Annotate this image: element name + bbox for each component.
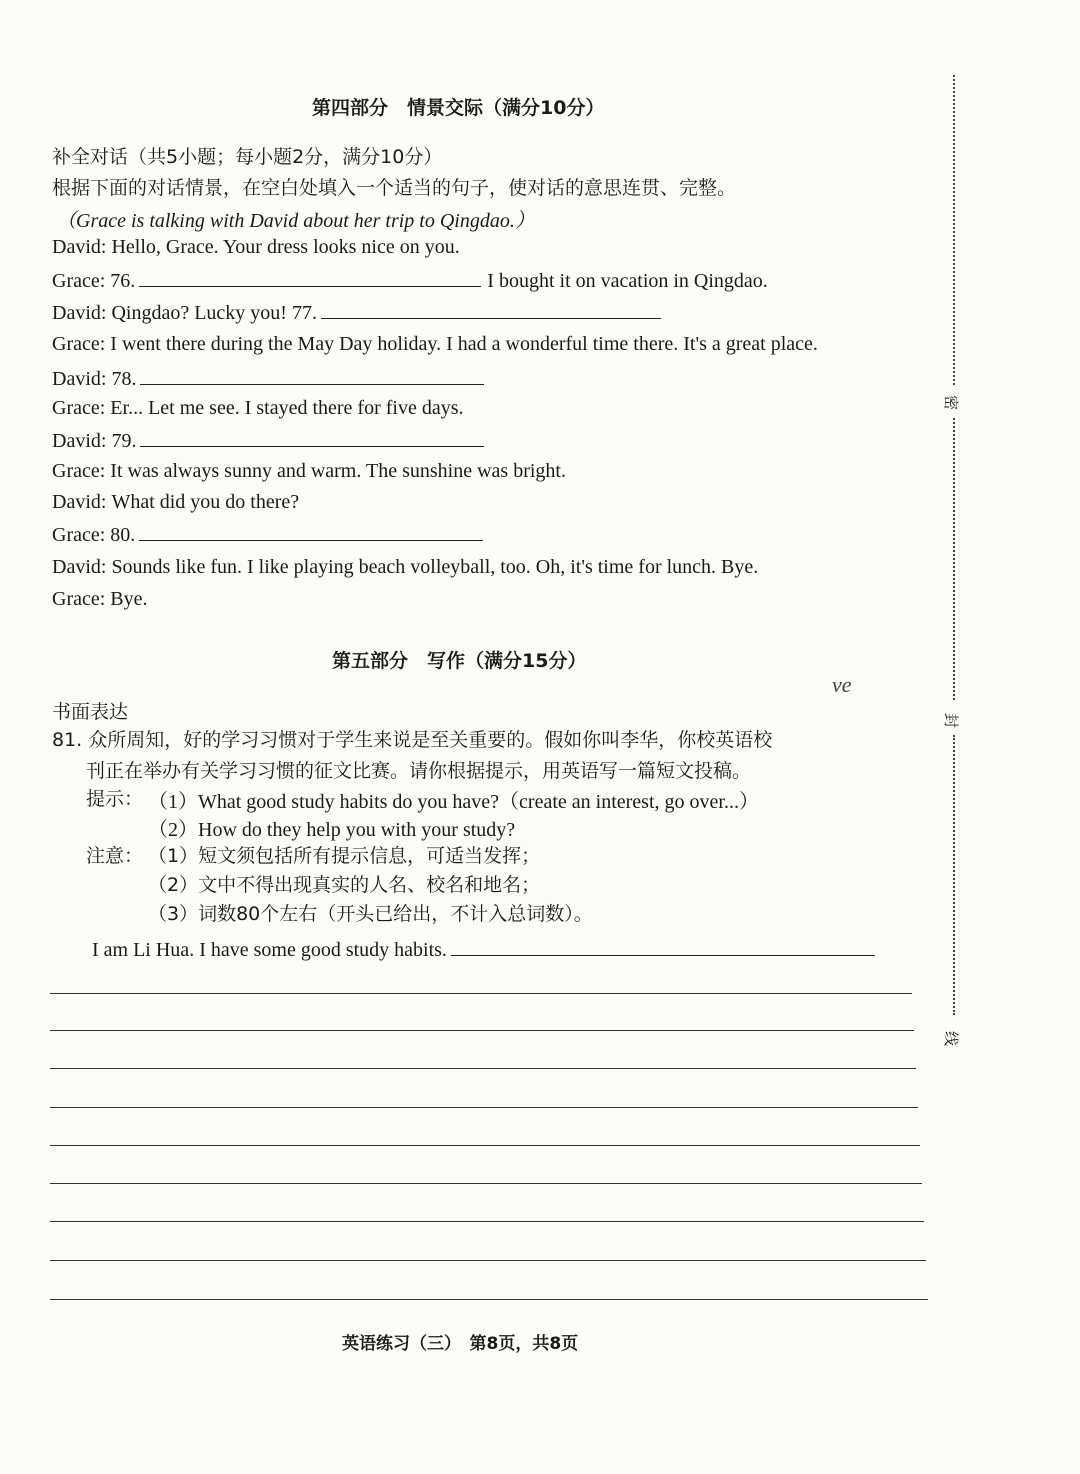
writing-line[interactable] bbox=[50, 1183, 922, 1184]
writing-line[interactable] bbox=[50, 1260, 926, 1261]
hint-1: （1）What good study habits do you have?（create an interest, go over...） bbox=[148, 791, 759, 813]
line-text: 78. bbox=[111, 368, 137, 390]
dialogue-line bbox=[52, 366, 484, 391]
note-1: （1）短文须包括所有提示信息，可适当发挥； bbox=[148, 845, 541, 867]
speaker: Grace: bbox=[52, 588, 106, 610]
speaker: David: bbox=[52, 368, 107, 390]
speaker: David: bbox=[52, 236, 107, 258]
essay-blank[interactable] bbox=[451, 937, 875, 956]
writing-line[interactable] bbox=[50, 993, 912, 994]
margin-char-feng: 封 bbox=[942, 712, 961, 729]
speaker: Grace: bbox=[52, 460, 106, 482]
dialogue-line bbox=[52, 556, 758, 579]
dialogue-line bbox=[52, 300, 661, 325]
hint-label: 提示： bbox=[86, 788, 144, 810]
margin-char-mi: 密 bbox=[942, 394, 961, 411]
writing-prompt-line2: 刊正在举办有关学习习惯的征文比赛。请你根据提示，用英语写一篇短文投稿。 bbox=[86, 760, 752, 782]
line-text: 80. bbox=[110, 524, 136, 546]
writing-line[interactable] bbox=[50, 1299, 928, 1300]
dialogue-line bbox=[52, 491, 299, 514]
dialogue-line bbox=[52, 460, 566, 483]
note-label: 注意： bbox=[86, 845, 144, 867]
dialogue-line bbox=[52, 333, 818, 356]
dialogue-line bbox=[52, 428, 484, 453]
line-text: Sounds like fun. I like playing beach volleyball, too. Oh, it's time for lunch. Bye. bbox=[111, 556, 759, 578]
part4-instruction: 根据下面的对话情景，在空白处填入一个适当的句子，使对话的意思连贯、完整。 bbox=[52, 177, 737, 199]
answer-blank[interactable] bbox=[140, 428, 484, 447]
line-text: 79. bbox=[111, 430, 137, 452]
part4-title: 第四部分 情景交际（满分10分） bbox=[312, 97, 605, 119]
essay-opening bbox=[92, 937, 875, 962]
writing-line[interactable] bbox=[50, 1221, 924, 1222]
line-text: I went there during the May Day holiday. I had a wonderful time there. It's a great place. bbox=[110, 333, 818, 355]
line-text: Er... Let me see. I stayed there for five days. bbox=[110, 397, 464, 419]
line-text: What did you do there? bbox=[111, 491, 300, 513]
seal-line bbox=[953, 735, 955, 1015]
essay-opening-text: I am Li Hua. I have some good study habits. bbox=[92, 939, 447, 961]
answer-blank[interactable] bbox=[140, 366, 484, 385]
writing-line[interactable] bbox=[50, 1107, 918, 1108]
speaker: David: bbox=[52, 556, 107, 578]
part5-title: 第五部分 写作（满分15分） bbox=[332, 650, 587, 672]
page-footer: 英语练习（三） 第8页，共8页 bbox=[342, 1334, 579, 1354]
dialogue-line bbox=[52, 236, 460, 259]
writing-line[interactable] bbox=[50, 1030, 914, 1031]
seal-line bbox=[953, 418, 955, 700]
speaker: David: bbox=[52, 491, 107, 513]
speaker: David: bbox=[52, 430, 107, 452]
speaker: Grace: bbox=[52, 333, 106, 355]
part5-section-heading: 书面表达 bbox=[52, 701, 129, 723]
line-text: Hello, Grace. Your dress looks nice on you. bbox=[111, 236, 460, 258]
speaker: David: bbox=[52, 302, 107, 324]
hint-2: （2）How do they help you with your study? bbox=[148, 819, 516, 841]
speaker: Grace: bbox=[52, 270, 106, 292]
line-text: Qingdao? Lucky you! 77. bbox=[111, 302, 317, 324]
dialogue-context: （Grace is talking with David about her trip to Qingdao.） bbox=[56, 210, 535, 232]
note-2: （2）文中不得出现真实的人名、校名和地名； bbox=[148, 874, 541, 896]
seal-line bbox=[953, 75, 955, 385]
note-3: （3）词数80个左右（开头已给出，不计入总词数）。 bbox=[148, 903, 593, 925]
handwriting-mark: ve bbox=[832, 672, 852, 697]
line-text: 76. bbox=[110, 270, 136, 292]
dialogue-line bbox=[52, 522, 483, 547]
dialogue-line bbox=[52, 588, 148, 611]
margin-char-xian: 线 bbox=[942, 1030, 961, 1047]
answer-blank[interactable] bbox=[139, 268, 481, 287]
part4-section-heading: 补全对话（共5小题；每小题2分，满分10分） bbox=[52, 146, 443, 168]
writing-line[interactable] bbox=[50, 1068, 916, 1069]
speaker: Grace: bbox=[52, 524, 106, 546]
answer-blank[interactable] bbox=[139, 522, 483, 541]
dialogue-line bbox=[52, 397, 464, 420]
dialogue-line bbox=[52, 268, 768, 293]
writing-prompt-line1: 81. 众所周知，好的学习习惯对于学生来说是至关重要的。假如你叫李华，你校英语校 bbox=[52, 729, 773, 751]
answer-blank[interactable] bbox=[321, 300, 661, 319]
speaker: Grace: bbox=[52, 397, 106, 419]
writing-line[interactable] bbox=[50, 1145, 920, 1146]
line-text: Bye. bbox=[110, 588, 148, 610]
line-text: It was always sunny and warm. The sunshine was bright. bbox=[110, 460, 566, 482]
line-text-after: I bought it on vacation in Qingdao. bbox=[487, 270, 768, 292]
